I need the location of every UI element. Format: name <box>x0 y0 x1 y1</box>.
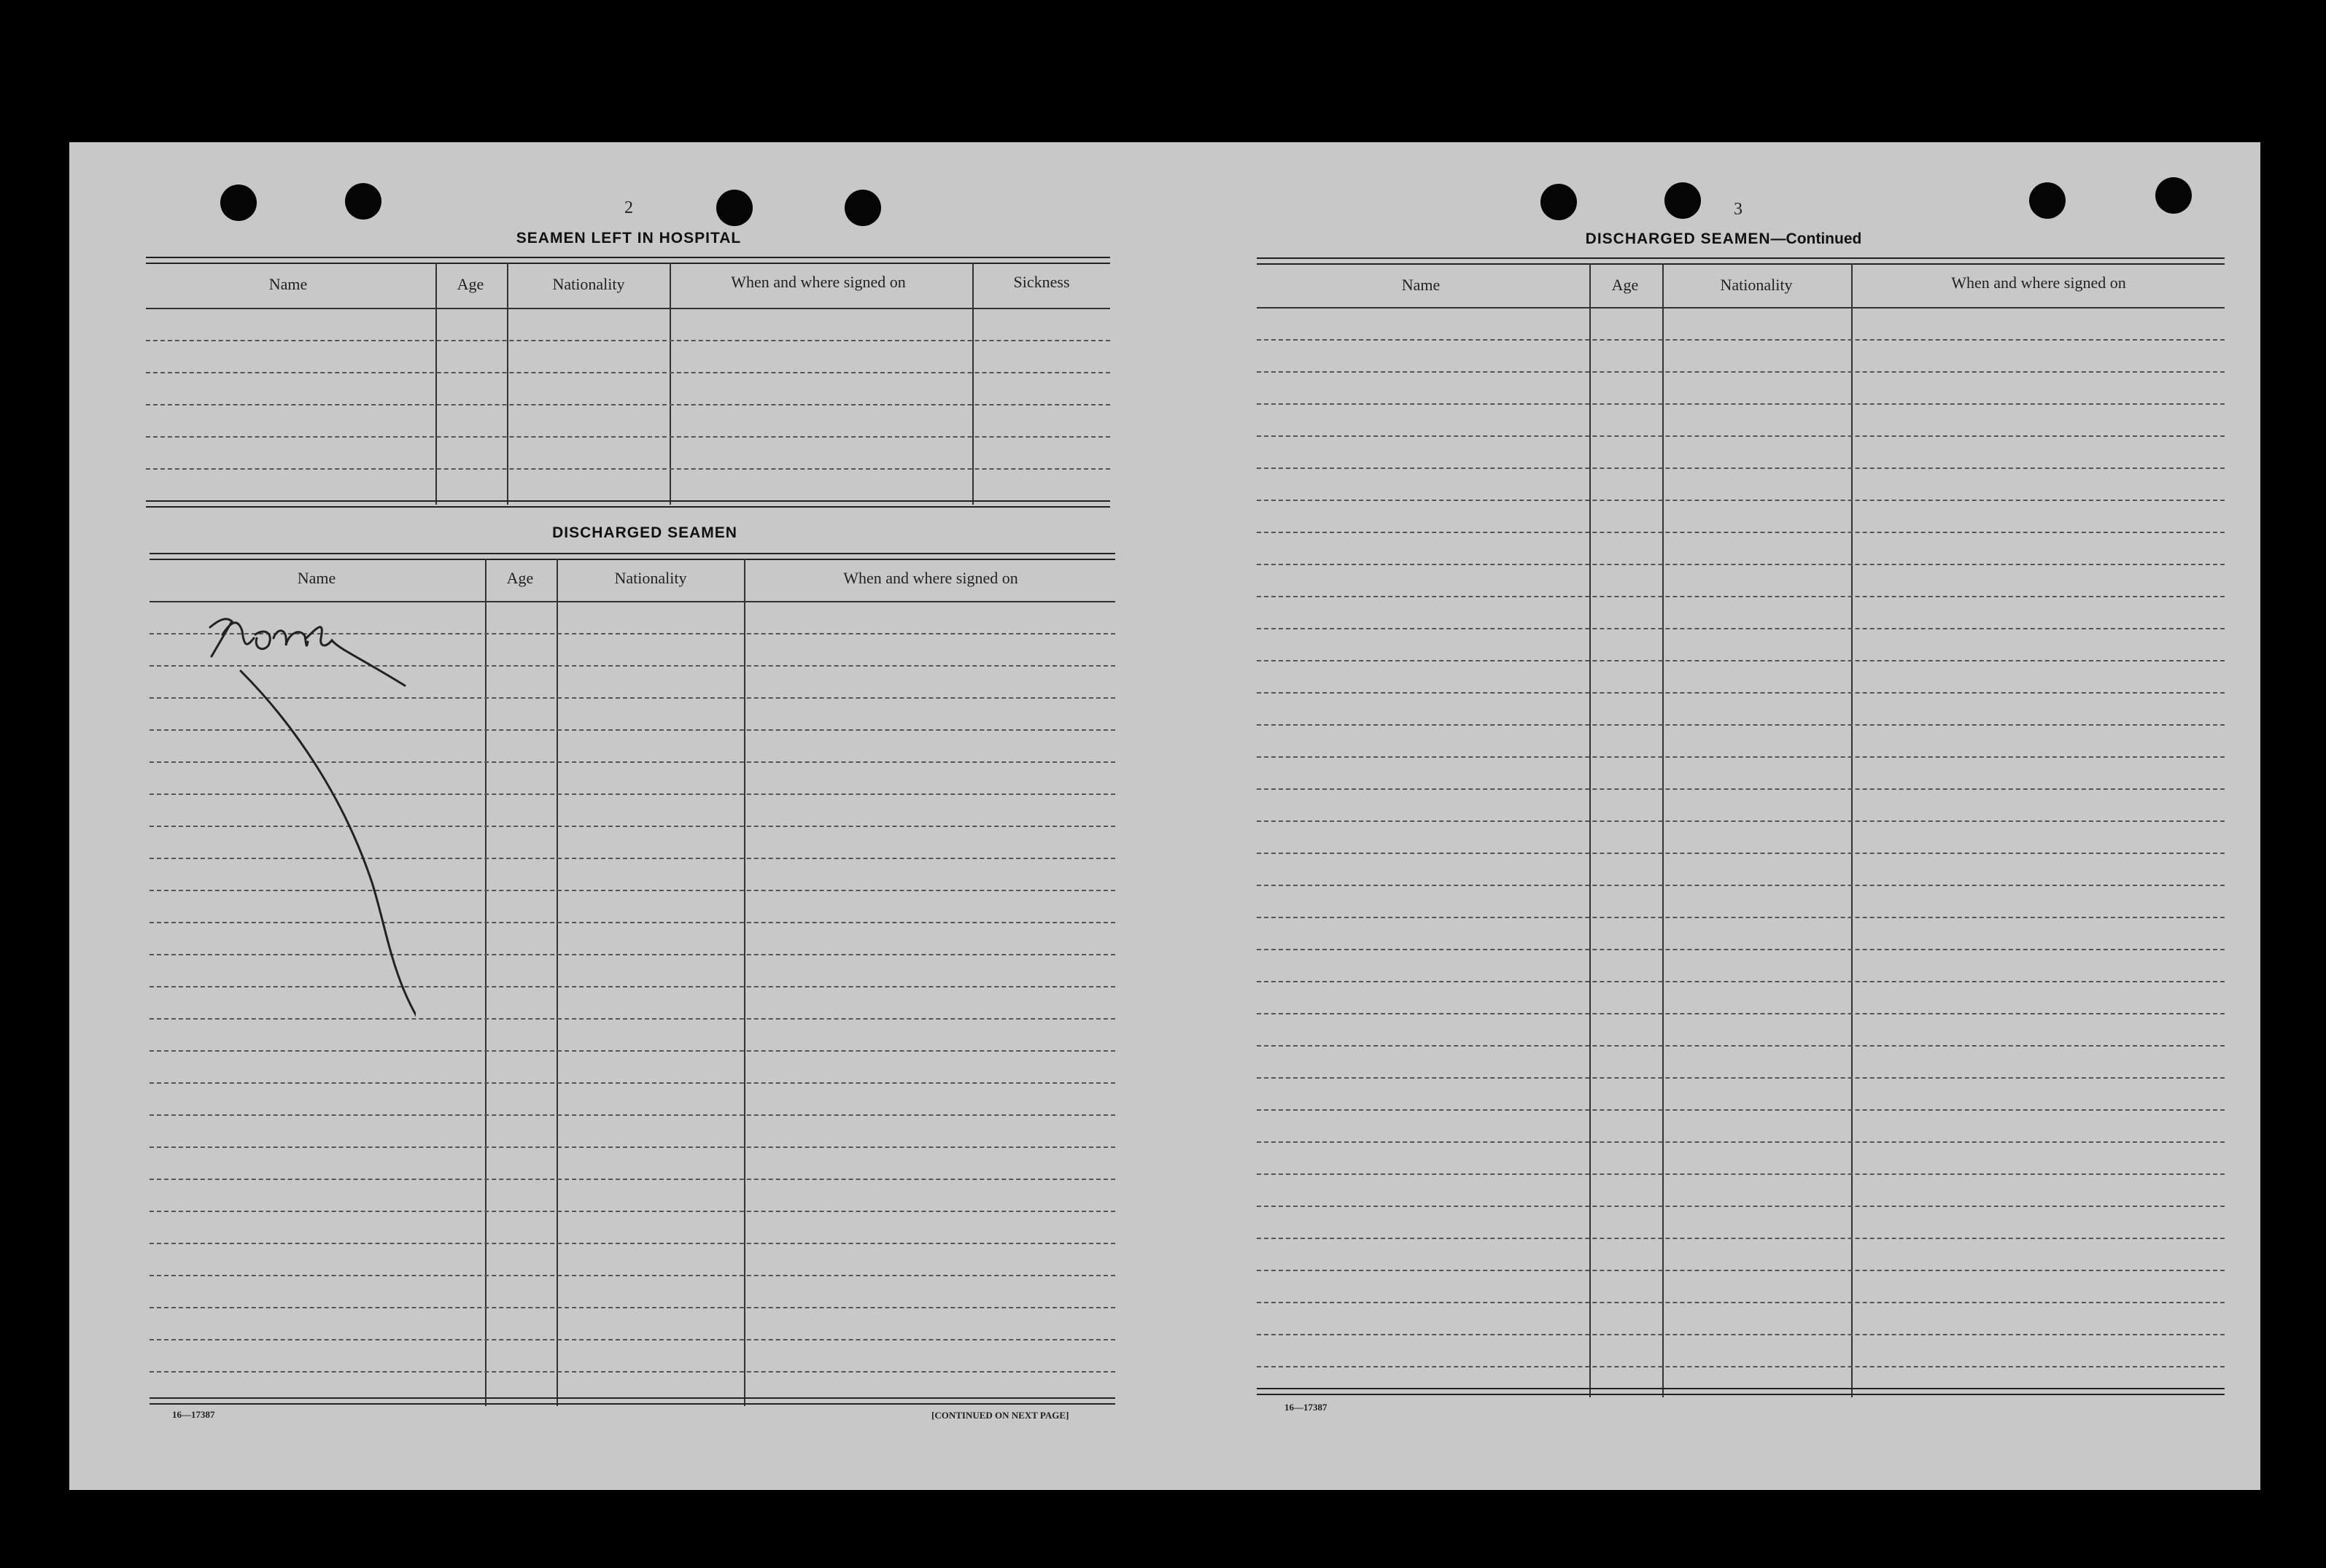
header-rule <box>146 308 1110 309</box>
entry-line <box>1257 1173 2225 1175</box>
entry-line <box>1257 339 2225 341</box>
column-divider <box>744 559 745 1406</box>
entry-line <box>150 1114 1115 1116</box>
column-header-name: Name <box>1401 276 1441 294</box>
column-header-sickness: Sickness <box>1013 273 1070 291</box>
entry-line <box>1257 981 2225 982</box>
column-divider <box>1662 263 1664 1397</box>
column-divider <box>1851 263 1853 1397</box>
entry-line <box>1257 500 2225 501</box>
hospital-table <box>146 257 1110 505</box>
punch-hole <box>716 190 753 226</box>
column-divider <box>1589 263 1591 1397</box>
punch-hole <box>2029 182 2066 219</box>
entry-line <box>1257 371 2225 373</box>
discharged-table-right <box>1257 257 2225 1397</box>
entry-line <box>1257 788 2225 790</box>
entry-line <box>150 1275 1115 1276</box>
entry-line <box>1257 1302 2225 1303</box>
column-header-age: Age <box>457 275 484 293</box>
entry-line <box>1257 403 2225 405</box>
entry-line <box>1257 1077 2225 1079</box>
entry-line <box>1257 1045 2225 1047</box>
column-header-nationality: Nationality <box>614 569 687 587</box>
entry-line <box>146 468 1110 470</box>
handwritten-none-signature <box>197 605 416 1072</box>
column-divider <box>485 559 486 1406</box>
entry-line <box>146 340 1110 341</box>
entry-line <box>150 1211 1115 1212</box>
column-header-nationality: Nationality <box>552 275 625 293</box>
entry-line <box>146 404 1110 405</box>
entry-line <box>146 436 1110 438</box>
entry-line <box>146 372 1110 373</box>
table-bottom-rule <box>146 500 1110 508</box>
entry-line <box>1257 435 2225 437</box>
entry-line <box>150 1339 1115 1340</box>
discharged-section-title: DISCHARGED SEAMEN <box>552 524 737 541</box>
page-number-left: 2 <box>624 198 633 217</box>
punch-hole <box>220 185 257 221</box>
entry-line <box>1257 885 2225 886</box>
column-header-when-where: When and where signed on <box>731 273 906 291</box>
entry-line <box>1257 949 2225 950</box>
column-divider <box>557 559 558 1406</box>
punch-hole <box>1540 184 1577 220</box>
entry-line <box>1257 820 2225 822</box>
entry-line <box>1257 1013 2225 1014</box>
entry-line <box>1257 853 2225 854</box>
punch-hole <box>1664 182 1701 219</box>
table-top-rule <box>146 257 1110 264</box>
entry-line <box>150 1082 1115 1084</box>
entry-line <box>1257 628 2225 629</box>
entry-line <box>1257 532 2225 533</box>
title-suffix: —Continued <box>1770 230 1862 247</box>
header-rule <box>1257 307 2225 308</box>
form-number-left: 16—17387 <box>172 1409 215 1420</box>
column-header-when-where: When and where signed on <box>1951 273 2126 292</box>
discharged-continued-title <box>1586 230 1862 248</box>
column-header-age: Age <box>1611 276 1639 294</box>
entry-line <box>1257 467 2225 469</box>
column-header-name: Name <box>268 275 308 293</box>
entry-line <box>150 1371 1115 1373</box>
table-bottom-rule <box>1257 1388 2225 1395</box>
punch-hole <box>2155 177 2192 214</box>
column-header-age: Age <box>506 569 534 587</box>
entry-line <box>1257 564 2225 565</box>
column-header-name: Name <box>297 569 336 587</box>
entry-line <box>1257 1141 2225 1143</box>
continued-next-page-note: [CONTINUED ON NEXT PAGE] <box>931 1410 1069 1421</box>
entry-line <box>150 1307 1115 1308</box>
entry-line <box>1257 724 2225 726</box>
entry-line <box>1257 756 2225 758</box>
entry-line <box>1257 596 2225 597</box>
entry-line <box>150 1179 1115 1180</box>
punch-hole <box>345 183 381 220</box>
page-number-right: 3 <box>1734 200 1742 219</box>
column-header-nationality: Nationality <box>1720 276 1793 294</box>
entry-line <box>1257 1366 2225 1367</box>
entry-line <box>1257 1270 2225 1271</box>
title-main: DISCHARGED SEAMEN <box>1585 230 1771 247</box>
entry-line <box>1257 1109 2225 1111</box>
entry-line <box>1257 917 2225 918</box>
table-top-rule <box>150 553 1115 560</box>
entry-line <box>1257 660 2225 661</box>
entry-line <box>150 1146 1115 1148</box>
header-rule <box>150 601 1115 602</box>
entry-line <box>1257 1206 2225 1207</box>
entry-line <box>1257 1334 2225 1335</box>
table-top-rule <box>1257 257 2225 265</box>
entry-line <box>1257 692 2225 694</box>
hospital-section-title: SEAMEN LEFT IN HOSPITAL <box>516 230 742 247</box>
entry-line <box>150 1243 1115 1244</box>
punch-hole <box>845 190 881 226</box>
column-header-when-where: When and where signed on <box>843 569 1018 587</box>
form-number-right: 16—17387 <box>1284 1402 1327 1413</box>
table-bottom-rule <box>150 1397 1115 1405</box>
entry-line <box>1257 1238 2225 1239</box>
